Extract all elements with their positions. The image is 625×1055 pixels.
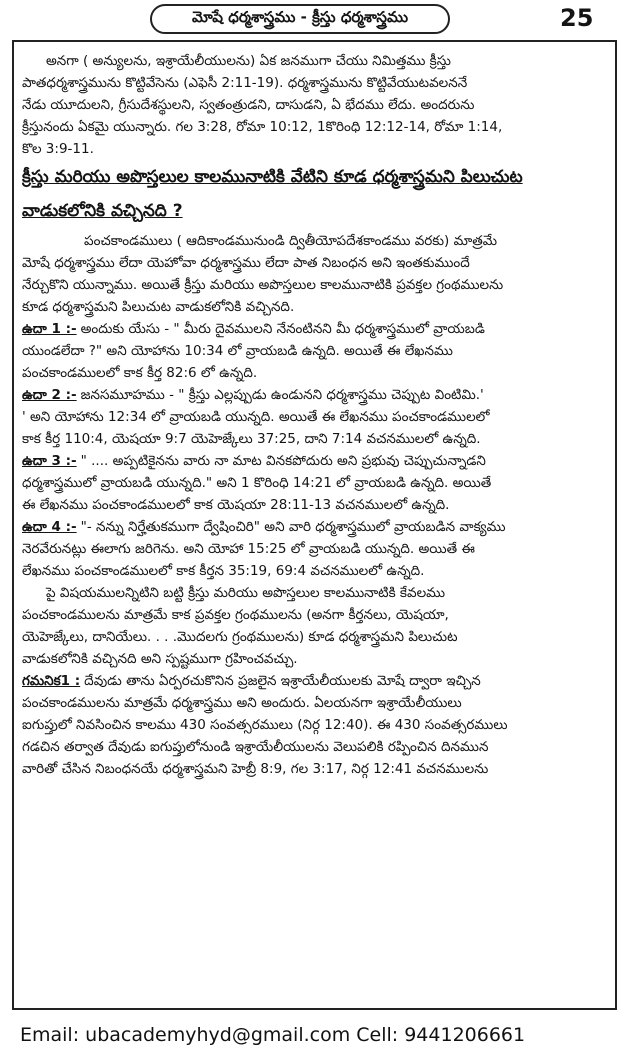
conclusion-paragraph [22,582,610,670]
question-line: క్రీస్తు మరియు అపొస్తలుల కాలమునాటికి వేటిని కూడ ధర్మశాస్త్రమని పిలుచుట [22,167,523,187]
example-line [22,318,610,340]
intro-line: పాతధర్మశాస్త్రమును కొట్టివేసెను (ఎఫెసీ 2:11-19). ధర్మశాస్త్రమును కొట్టివేయుటవలననే [22,75,468,91]
intro-line: క్రీస్తునందు ఏకమై యున్నారు. గల 3:28, రోమా 10:12, 1కొరింధి 12:12-14, రోమా 1:14, [22,119,503,135]
question-heading [22,164,610,226]
example-line [22,450,610,472]
intro-line: అనగా ( అన్యులను, ఇశ్రాయేలీయులను) ఏక జనముగా చేయు నిమిత్తము క్రీస్తు [46,53,451,69]
example-line: ధర్మశాస్త్రములో వ్రాయబడి యున్నది." అని 1 కొరింధి 14:21 లో వ్రాయబడి ఉన్నది. అయితే [22,475,492,491]
example-line: కాక కీర్త 110:4, యెషయా 9:7 యెహెజ్కేలు 37:25, దాని 7:14 వచనములలో ఉన్నది. [22,431,481,447]
example-3 [22,450,610,516]
conclusion-line: పై విషయములన్నిటిని బట్టి క్రీస్తు మరియు అపొస్తలుల కాలమునాటికి కేవలము [46,585,446,601]
conclusion-line: పంచకాండములను మాత్రమే కాక ప్రవక్తల గ్రంథములను (అనగా కీర్తనలు, యెషయా, [22,607,449,623]
example-label: ఉదా 1 :- [22,321,77,337]
example-line: ' అని యోహాను 12:34 లో వ్రాయబడి యున్నది. అయితే ఈ లేఖనము పంచకాండములలో [22,409,490,425]
example-text: అందుకు యేసు - " మీరు దైవములని నేనంటినని మీ ధర్మశాస్త్రములో వ్రాయబడి [80,321,485,337]
note-line [22,670,610,692]
example-line: పంచకాండములలో కాక కీర్త 82:6 లో ఉన్నది. [22,365,258,381]
example-label: ఉదా 4 :- [22,519,77,535]
answer-line: మోషే ధర్మశాస్త్రము లేదా యెహోవా ధర్మశాస్త్రము లేదా పాత నిబంధన అని ఇంతకుముందే [22,255,470,271]
example-2 [22,384,610,450]
conclusion-line: వాడుకలోనికి వచ్చినది అని స్పష్టముగా గ్రహించవచ్చు. [22,651,298,667]
answer-line: పంచకాండములు ( ఆదికాండమునుండి ద్వితీయోపదేశకాండము వరకు) మాత్రమే [84,233,497,249]
intro-paragraph [22,50,610,160]
answer-line: నేర్చుకొని యున్నాము. అయితే క్రీస్తు మరియు అపొస్తలుల కాలమునాటికి ప్రవక్తల గ్రంథములను [22,277,504,293]
example-label: ఉదా 3 :- [22,453,77,469]
example-4 [22,516,610,582]
example-text: " .... అప్పటికైనను వారు నా మాట వినకపోదురు అని ప్రభువు చెప్పుచున్నాడని [80,453,486,469]
example-line: లేఖనము పంచకాండములలో కాక కీర్తన 35:19, 69:4 వచనములలో ఉన్నది. [22,563,425,579]
answer-line: కూడ ధర్మశాస్త్రమని పిలుచుట వాడుకలోనికి వచ్చినది. [22,299,295,315]
example-line: యుండలేదా ?" అని యోహాను 10:34 లో వ్రాయబడి ఉన్నది. అయితే ఈ లేఖనము [22,343,453,359]
note-label: గమనిక1 : [22,673,81,689]
contact-footer: Email: ubacademyhyd@gmail.com Cell: 9441206661 [20,1024,526,1046]
note-line: గడచిన తర్వాత దేవుడు ఐగుప్తులోనుండి ఇశ్రాయేలీయులను వెలుపలికి రప్పించిన దినమున [22,739,489,755]
page-number: 25 [560,4,594,32]
note-line: ఐగుప్తులో నివసించిన కాలము 430 సంవత్సరములు (నిర్గ 12:40). ఈ 430 సంవత్సరములు [22,717,508,733]
question-line: వాడుకలోనికి వచ్చినది ? [22,201,183,221]
example-1 [22,318,610,384]
page-content [22,50,610,780]
intro-line: నేడు యూదులని, గ్రీసుదేశస్థులని, స్వతంత్రుడని, దాసుడని, ఏ భేదము లేదు. అందరును [22,97,475,113]
page-header-title: మోషే ధర్మశాస్త్రము - క్రీస్తు ధర్మశాస్త్రము [150,4,450,34]
example-text: జనసమూహము - " క్రీస్తు ఎల్లప్పుడు ఉండునని ధర్మశాస్త్రము చెప్పుట వింటిమి.' [80,387,484,403]
note-line: పంచకాండములను మాత్రమే ధర్మశాస్త్రము అని అందురు. ఏలయనగా ఇశ్రాయేలీయులు [22,695,462,711]
example-line [22,384,610,406]
note-line: వారితో చేసిన నిబంధనయే ధర్మశాస్త్రమని హెబ్రీ 8:9, గల 3:17, నిర్గ 12:41 వచనములను [22,761,489,777]
note-text: దేవుడు తాను ఏర్పరచుకొనిన ప్రజలైన ఇశ్రాయేలీయులకు మోషే ద్వారా ఇచ్చిన [84,673,481,689]
example-text: "- నన్ను నిర్హేతుకముగా ద్వేషించిరి" అని వారి ధర్మశాస్త్రములో వ్రాయబడిన వాక్యము [80,519,506,535]
note-paragraph [22,670,610,780]
intro-line: కొల 3:9-11. [22,141,94,157]
conclusion-line: యెహెజ్కేలు, దానియేలు. . . .మొదలగు గ్రంథములను) కూడ ధర్మశాస్త్రమని పిలుచుట [22,629,458,645]
example-label: ఉదా 2 :- [22,387,77,403]
example-line: నెరవేరునట్లు ఈలాగు జరిగెను. అని యోహా 15:25 లో వ్రాయబడి యున్నది. అయితే ఈ [22,541,475,557]
answer-paragraph [22,230,610,318]
example-line: ఈ లేఖనము పంచకాండములలో కాక యెషయా 28:11-13 వచనములలో ఉన్నది. [22,497,450,513]
example-line [22,516,610,538]
